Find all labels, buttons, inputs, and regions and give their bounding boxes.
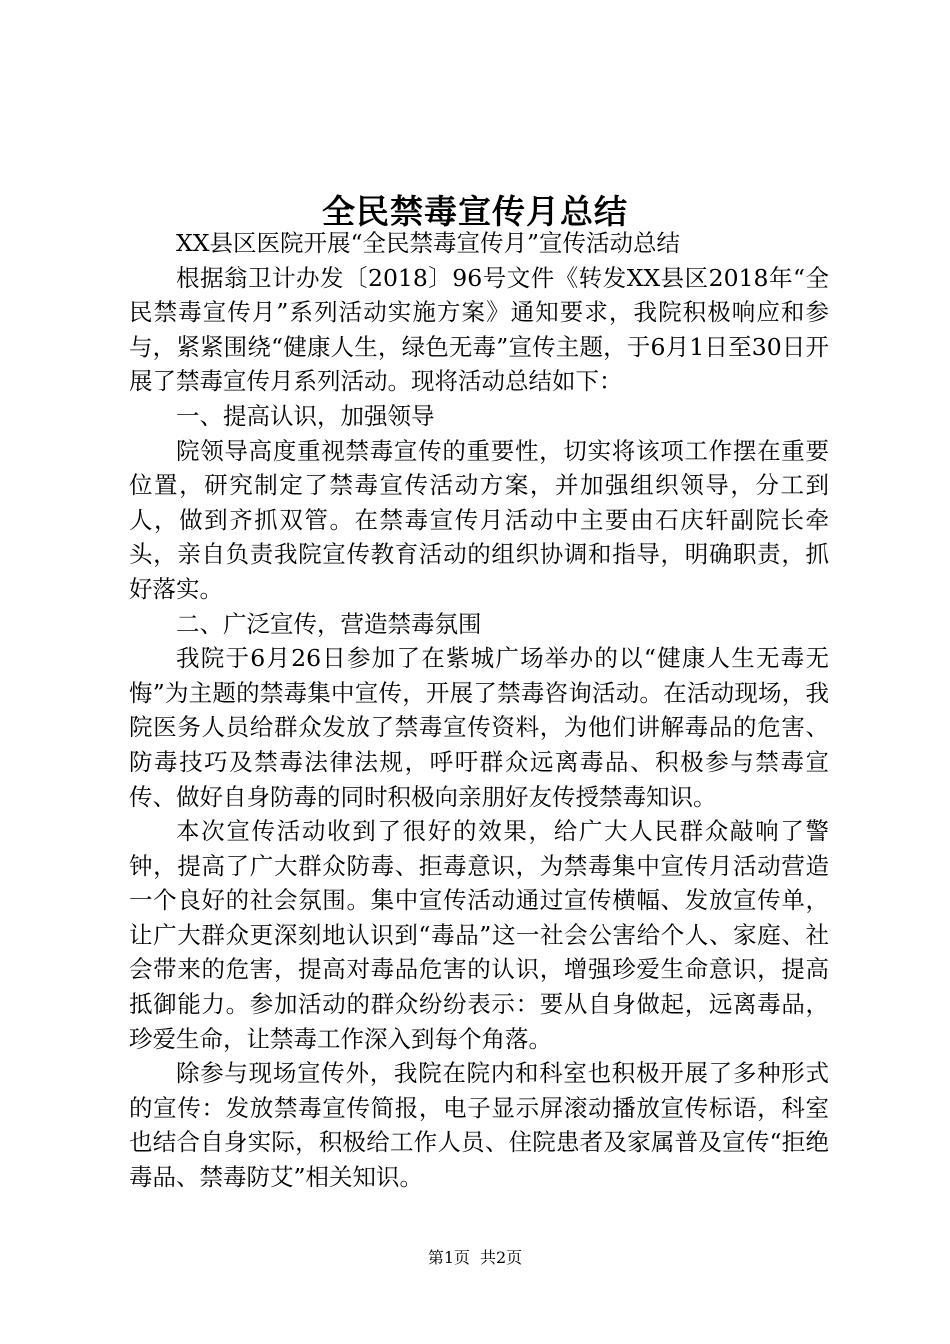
paragraph-leadership: 院领导高度重视禁毒宣传的重要性，切实将该项工作摆在重要位置，研究制定了禁毒宣传活动方案，并加强组织领导，分工到人，做到齐抓双管。在禁毒宣传月活动中主要由石庆轩副院长牵头，亲自负责我院宣传教育活动的组织协调和指导，明确职责，抓好落实。 bbox=[129, 436, 829, 603]
paragraph-effect: 本次宣传活动收到了很好的效果，给广大人民群众敲响了警钟，提高了广大群众防毒、拒毒意识，为禁毒集中宣传月活动营造一个良好的社会氛围。集中宣传活动通过宣传横幅、发放宣传单，让广大群众更深刻地认识到“毒品”这一社会公害给个人、家庭、社会带来的危害，提高对毒品危害的认识，增强珍爱生命意识，提高抵御能力。参加活动的群众纷纷表示：要从自身做起，远离毒品，珍爱生命，让禁毒工作深入到每个角落。 bbox=[129, 817, 829, 1053]
document-body bbox=[129, 226, 829, 1195]
paragraph-subtitle: XX县区医院开展“全民禁毒宣传月”宣传活动总结 bbox=[176, 229, 680, 257]
paragraph-intro: 根据翁卫计办发〔2018〕96号文件《转发XX县区2018年“全民禁毒宣传月”系列活动实施方案》通知要求，我院积极响应和参与，紧紧围绕“健康人生，绿色无毒”宣传主题，于6月1日至30日开展了禁毒宣传月系列活动。现将活动总结如下： bbox=[129, 263, 829, 396]
paragraph-internal: 除参与现场宣传外，我院在院内和科室也积极开展了多种形式的宣传：发放禁毒宣传简报，电子显示屏滚动播放宣传标语，科室也结合自身实际，积极给工作人员、住院患者及家属普及宣传“拒绝毒品、禁毒防艾”相关知识。 bbox=[129, 1059, 829, 1192]
page-footer bbox=[0, 1245, 950, 1268]
paragraph-event: 我院于6月26日参加了在紫城广场举办的以“健康人生无毒无悔”为主题的禁毒集中宣传，开展了禁毒咨询活动。在活动现场，我院医务人员给群众发放了禁毒宣传资料，为他们讲解毒品的危害、防毒技巧及禁毒法律法规，呼吁群众远离毒品、积极参与禁毒宣传、做好自身防毒的同时积极向亲朋好友传授禁毒知识。 bbox=[129, 644, 829, 811]
section-heading-1: 一、提高认识，加强领导 bbox=[176, 401, 435, 430]
section-heading-2: 二、广泛宣传，营造禁毒氛围 bbox=[176, 609, 482, 638]
page-number: 第1页 bbox=[427, 1248, 470, 1267]
document-title: 全民禁毒宣传月总结 bbox=[322, 192, 628, 231]
page-total: 共2页 bbox=[480, 1248, 523, 1267]
